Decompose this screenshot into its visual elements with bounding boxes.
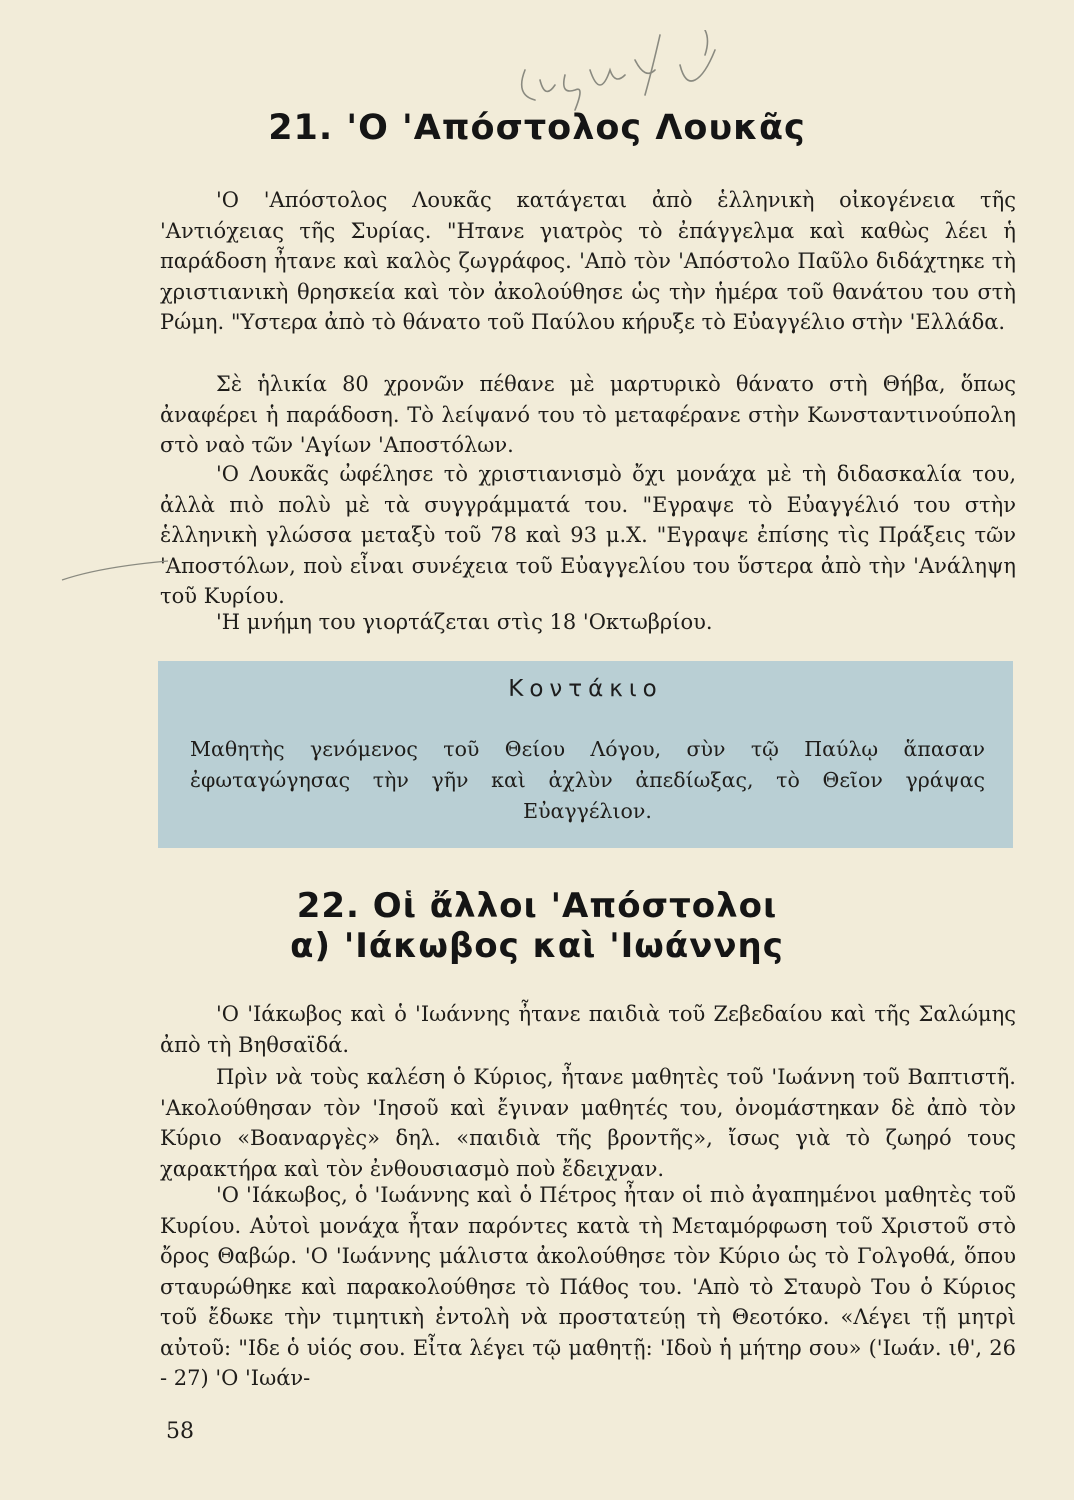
page-number: 58 [166, 1419, 194, 1444]
section-22-paragraph-3: 'Ο 'Ιάκωβος, ὁ 'Ιωάννης καὶ ὁ Πέτρος ἦταν οἱ πιὸ ἀγαπημένοι μαθητὲς τοῦ Κυρίου. Αὐτοὶ μονάχα ἦταν παρόντες κατὰ τὴ Μεταμόρφωση τοῦ Χριστοῦ στὸ ὄρος Θαβώρ. 'Ο 'Ιωάννης μάλιστα ἀκολούθησε τὸν Κύριο ὡς τὸ Γολγοθά, ὅπου σταυρώθηκε καὶ παρακολούθησε τὸ Πάθος του. 'Απὸ τὸ Σταυρὸ Του ὁ Κύριος τοῦ ἔδωκε τὴν τιμητικὴ ἐντολὴ νὰ προστατεύῃ τὴ Θεοτόκο. «Λέγει τῇ μητρὶ αὐτοῦ: "Ιδε ὁ υἱός σου. Εἶτα λέγει τῷ μαθητῇ: 'Ιδοὺ ἡ μήτηρ σου» ('Ιωάν. ιθ', 26 - 27) 'Ο 'Ιωάν- [160, 1183, 1016, 1390]
kontakio-box [158, 661, 1013, 848]
section-22-title: 22. Οἱ ἄλλοι 'Απόστολοι [296, 886, 778, 926]
section-22-subtitle: α) 'Ιάκωβος καὶ 'Ιωάννης [290, 926, 784, 966]
section-21-paragraph-2: Σὲ ἡλικία 80 χρονῶν πέθανε μὲ μαρτυρικὸ θάνατο στὴ Θήβα, ὅπως ἀναφέρει ἡ παράδοση. Τὸ λείψανό του τὸ μεταφέρανε στὴν Κωνσταντινούπολη στὸ ναὸ τῶν 'Αγίων 'Αποστόλων. [160, 372, 1016, 457]
section-22-paragraph-2: Πρὶν νὰ τοὺς καλέση ὁ Κύριος, ἦτανε μαθητὲς τοῦ 'Ιωάννη τοῦ Βαπτιστῆ. 'Ακολούθησαν τὸν 'Ιησοῦ καὶ ἔγιναν μαθητές του, ὀνομάστηκαν δὲ ἀπὸ τὸν Κύριο «Βοαναργὲς» δηλ. «παιδιὰ τῆς βροντῆς», ἴσως γιὰ τὸ ζωηρό τους χαρακτήρα καὶ τὸν ἐνθουσιασμὸ ποὺ ἔδειχναν. [160, 1065, 1016, 1181]
section-21-paragraph-4: 'Η μνήμη του γιορτάζεται στὶς 18 'Οκτωβρίου. [216, 610, 713, 634]
kontakio-title: Κοντάκιο [508, 676, 663, 702]
kontakio-text: Μαθητὴς γενόμενος τοῦ Θείου Λόγου, σὺν τῷ Παύλῳ ἅπασαν ἐφωταγώγησας τὴν γῆν καὶ ἀχλὺν ἀπεδίωξας, τὸ Θεῖον γράψας Εὐαγγέλιον. [190, 737, 985, 823]
handwritten-pencil-note [505, 30, 735, 120]
section-21-paragraph-3: 'Ο Λουκᾶς ὠφέλησε τὸ χριστιανισμὸ ὄχι μονάχα μὲ τὴ διδασκαλία του, ἀλλὰ πιὸ πολὺ μὲ τὰ συγγράμματά του. "Εγραψε τὸ Εὐαγγέλιό του στὴν ἑλληνικὴ γλώσσα μεταξὺ τοῦ 78 καὶ 93 μ.Χ. "Εγραψε ἐπίσης τὶς Πράξεις τῶν 'Αποστόλων, ποὺ εἶναι συνέχεια τοῦ Εὐαγγελίου του ὕστερα ἀπὸ τὴν 'Ανάληψη τοῦ Κυρίου. [160, 462, 1016, 608]
section-21-title: 21. 'Ο 'Απόστολος Λουκᾶς [268, 108, 806, 148]
section-22-paragraph-1: 'Ο 'Ιάκωβος καὶ ὁ 'Ιωάννης ἦτανε παιδιὰ τοῦ Ζεβεδαίου καὶ τῆς Σαλώμης ἀπὸ τὴ Βηθσαϊδά. [160, 1002, 1016, 1057]
section-21-paragraph-1: 'Ο 'Απόστολος Λουκᾶς κατάγεται ἀπὸ ἑλληνικὴ οἰκογένεια τῆς 'Αντιόχειας τῆς Συρίας. "Ηтανε γιατρὸς τὸ ἐπάγγελμα καὶ καθὼς λέει ἡ παράδοση ἦτανε καὶ καλὸς ζωγράφος. 'Απὸ τὸν 'Απόστολο Παῦλο διδάχτηκε τὴ χριστιανικὴ θρησκεία καὶ τὸν ἀκολούθησε ὡς τὴν ἡμέρα τοῦ θανάτου του στὴ Ρώμη. "Υστερα ἀπὸ τὸ θάνατο τοῦ Παύλου κήρυξε τὸ Εὐαγγέλιο στὴν 'Ελλάδα. [160, 188, 1016, 334]
margin-pencil-stroke [60, 555, 170, 585]
